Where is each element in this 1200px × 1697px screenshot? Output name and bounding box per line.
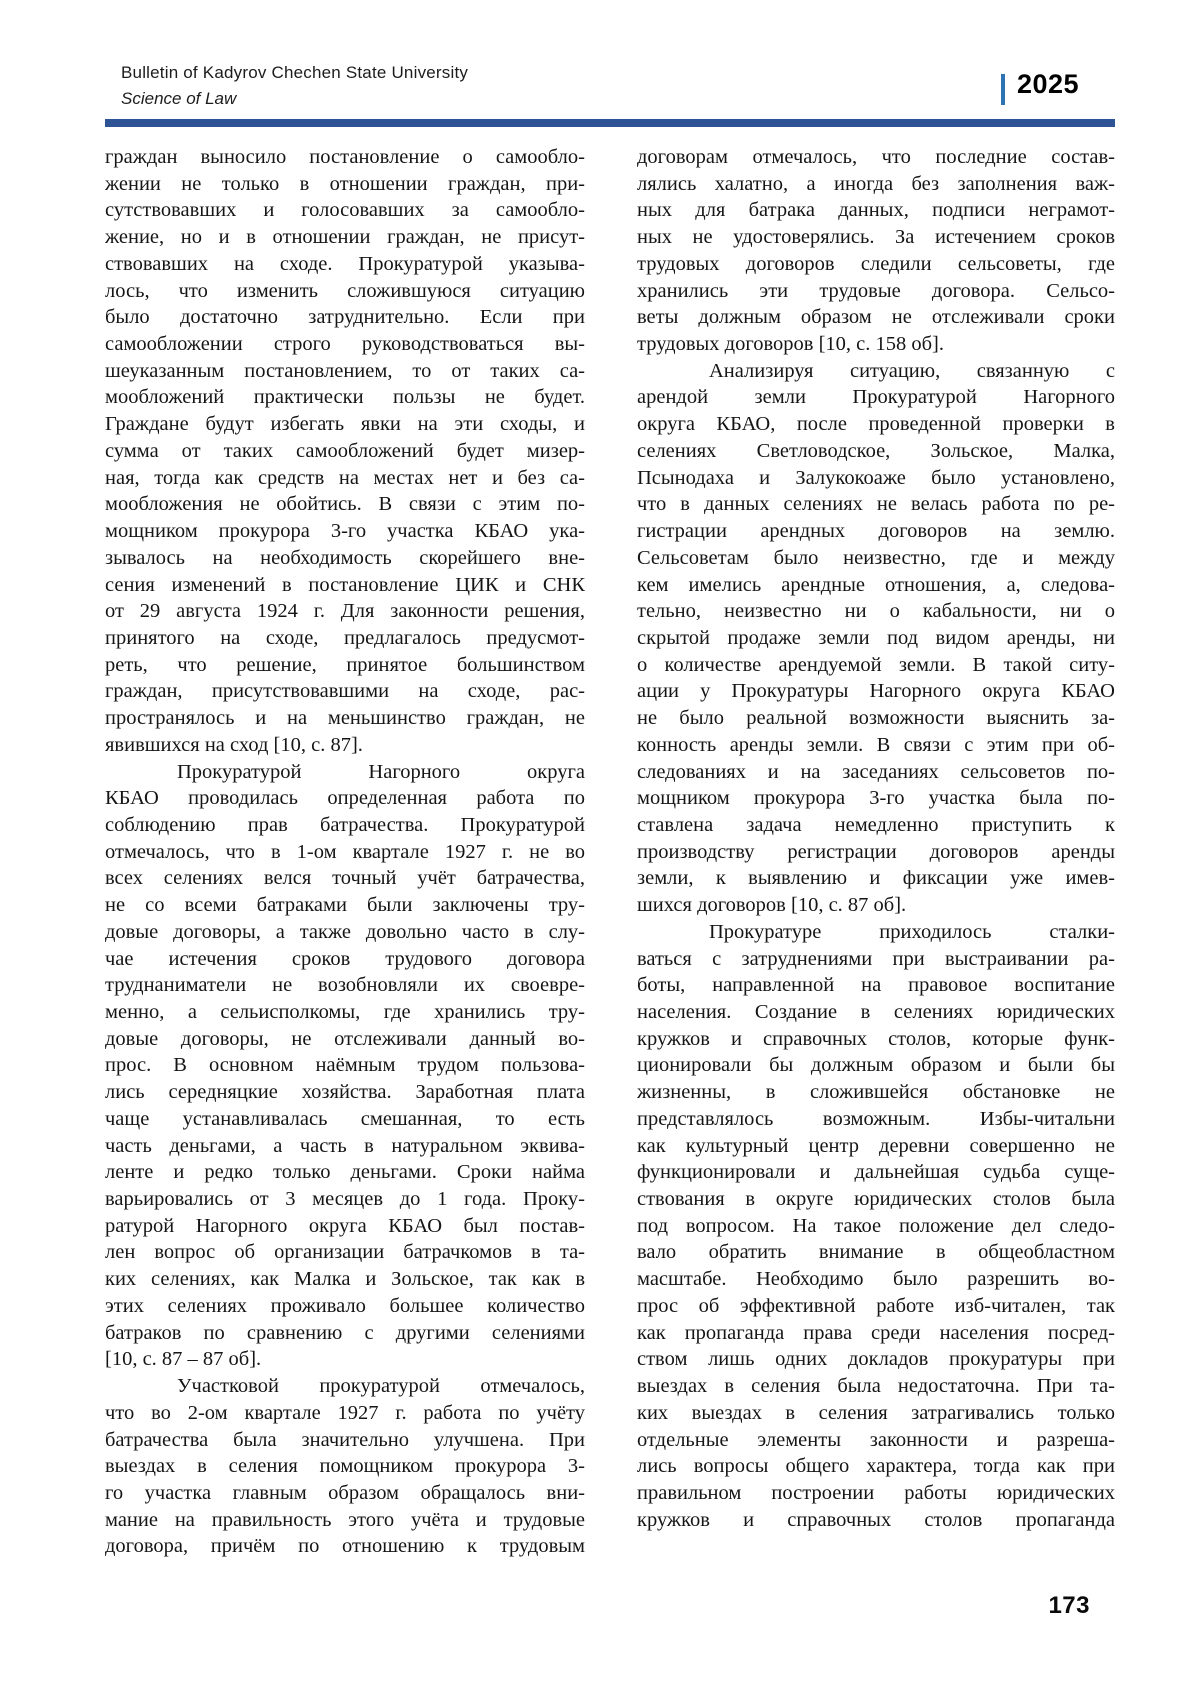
text-line: Сельсоветам было неизвестно, где и между [637,546,1115,569]
text-line: что во 2-ом квартале 1927 г. работа по учёту [105,1401,585,1424]
text-line: отдельные элементы законности и разреша- [637,1428,1115,1451]
text-line: Граждане будут избегать явки на эти сходы, и [105,413,585,436]
text-line: ваться с затруднениями при выстраивании ра- [637,947,1115,970]
text-line: ционировали бы должным образом и были бы [637,1054,1115,1077]
text-line: лись вопросы общего характера, тогда как при [637,1455,1115,1478]
text-line: мощником прокурора 3-го участка КБАО ука- [105,520,585,543]
text-line: функционировали и дальнейшая судьба суще- [637,1161,1115,1184]
text-line: правильном построении работы юридических [637,1481,1115,1504]
text-line: батраков по сравнению с другими селениями [105,1321,585,1344]
text-line: сения изменений в постановление ЦИК и СНК [105,573,585,596]
text-line: реть, что решение, принятое большинством [105,653,585,676]
text-line: отмечалось, что в 1-ом квартале 1927 г. не во [105,840,585,863]
text-line: населения. Создание в селениях юридических [637,1001,1115,1023]
text-line: производству регистрации договоров аренды [637,840,1115,863]
text-line: жении не только в отношении граждан, при- [105,172,585,195]
text-line: этих селениях проживало большее количество [105,1294,585,1317]
text-line: Участковой прокуратурой отмечалось, [177,1375,585,1398]
text-line: как культурный центр деревни совершенно не [637,1134,1115,1157]
text-line: ких селениях, как Малка и Зольское, так как в [105,1268,585,1291]
text-line: под вопросом. На такое положение дел следо- [637,1214,1115,1237]
text-line: ких выездах в селения затрагивались только [637,1401,1115,1424]
journal-title: Bulletin of Kadyrov Chechen State University [121,63,469,82]
text-line: явившихся на сход [10, с. 87]. [105,733,363,756]
text-line: арендой земли Прокуратурой Нагорного [637,386,1115,409]
page-number: 173 [1048,1592,1090,1619]
text-line: довые договоры, не отслеживали данный во- [105,1027,585,1050]
text-line: лен вопрос об организации батрачкомов в та- [105,1241,585,1264]
text-line: кружков и справочных столов пропаганда [637,1508,1115,1531]
text-line: трудовых договоров следили сельсоветы, где [637,252,1115,275]
text-line: как пропаганда права среди населения посред- [637,1321,1115,1344]
text-line: граждан, присутствовавшими на сходе, рас- [105,680,585,703]
text-line: ная, тогда как средств на местах нет и без са- [105,466,585,489]
year-divider-bar [1001,74,1005,105]
text-line: ации у Прокуратуры Нагорного округа КБАО [637,680,1115,703]
text-line: шеуказанным постановлением, то от таких са- [105,359,585,382]
text-line: КБАО проводилась определенная работа по [105,787,585,810]
text-line: представлялось возможным. Избы-читальни [637,1107,1115,1130]
text-line: ствовавших на сходе. Прокуратурой указыва- [105,252,585,275]
text-line: селениях Светловодское, Зольское, Малка, [637,439,1115,462]
text-line: мание на правильность этого учёта и трудовые [105,1508,585,1531]
text-line: от 29 августа 1924 г. Для законности решения, [105,600,585,623]
text-line: шихся договоров [10, с. 87 об]. [637,894,907,917]
column-left [105,144,585,1560]
text-line: мообложений практически пользы не будет. [105,386,585,409]
text-line: лось, что изменить сложившуюся ситуацию [105,279,585,302]
text-line: батрачества была значительно улучшена. При [105,1428,585,1451]
text-line: трудовых договоров [10, с. 158 об]. [637,333,945,356]
text-line: земли, к выявлению и фиксации уже имев- [637,867,1115,890]
text-line: соблюдению прав батрачества. Прокуратурой [105,813,585,836]
text-line: менно, а сельисполкомы, где хранились тру- [105,1001,585,1023]
text-line: конность аренды земли. В связи с этим при об- [637,733,1115,756]
text-line: го участка главным образом обращалось вни- [105,1481,585,1504]
text-line: выездах в селения была недостаточна. При та- [637,1375,1115,1398]
text-line: выездах в селения помощником прокурора 3- [105,1455,585,1478]
text-line: округа КБАО, после проведенной проверки в [637,413,1115,436]
text-line: пространялось и на меньшинство граждан, не [105,707,585,730]
text-line: Псынодаха и Залукокоаже было установлено, [637,466,1115,489]
text-line: было достаточно затруднительно. Если при [105,306,585,329]
text-line: о количестве арендуемой земли. В такой ситу- [637,653,1115,676]
text-line: ных не удостоверялись. За истечением сроков [637,226,1115,249]
text-line: труднаниматели не возобновляли их своевре- [105,974,585,997]
text-line: мообложения не обойтись. В связи с этим по- [105,493,585,516]
header-rule [105,119,1115,127]
text-line: Прокуратуре приходилось сталки- [709,920,1115,943]
text-line: часть деньгами, а часть в натуральном эквива- [105,1134,585,1157]
text-line: жизненны, в сложившейся обстановке не [637,1081,1115,1104]
text-line: ствования в округе юридических столов была [637,1188,1115,1211]
text-line: граждан выносило постановление о самообло- [105,146,585,168]
text-line: ратурой Нагорного округа КБАО был постав- [105,1214,585,1237]
text-line: тельно, неизвестно ни о кабальности, ни о [637,600,1115,623]
text-line: принятого на сходе, предлагалось предусмот- [105,626,585,649]
text-line: Анализируя ситуацию, связанную с [709,359,1115,382]
text-line: ных для батрака данных, подписи неграмот- [637,199,1115,222]
text-line: варьировались от 3 месяцев до 1 года. Проку- [105,1188,585,1211]
year-label: 2025 [1017,69,1080,99]
text-line: боты, направленной на правовое воспитание [637,974,1115,997]
text-line: чаще устанавливалась смешанная, то есть [105,1107,585,1130]
text-line: вало обратить внимание в общеобластном [637,1241,1115,1264]
text-line: зывалось на необходимость скорейшего вне- [105,546,585,569]
text-line: веты должным образом не отслеживали сроки [637,306,1115,329]
text-line: ставлена задача немедленно приступить к [637,813,1115,836]
text-line: договора, причём по отношению к трудовым [105,1535,585,1558]
text-line: скрытой продаже земли под видом аренды, ни [637,626,1115,649]
column-right [637,144,1115,1533]
text-line: довые договоры, а также довольно часто в слу- [105,920,585,943]
text-line: прос об эффективной работе изб-читален, так [637,1294,1115,1317]
text-line: жение, но и в отношении граждан, не присут- [105,226,585,249]
text-line: лись середняцкие хозяйства. Заработная плата [105,1081,585,1104]
text-line: хранились эти трудовые договора. Сельсо- [637,279,1115,302]
text-line: всех селениях велся точный учёт батрачества, [105,867,585,890]
text-line: договорам отмечалось, что последние состав- [637,146,1115,168]
text-line: Прокуратурой Нагорного округа [177,760,585,783]
text-line: не было реальной возможности выяснить за- [637,707,1115,730]
text-line: ством лишь одних докладов прокуратуры при [637,1348,1115,1371]
text-line: самообложении строго руководствоваться вы- [105,333,585,356]
text-line: гистрации арендных договоров на землю. [637,520,1115,543]
text-line: мощником прокурора 3-го участка была по- [637,787,1115,810]
text-line: ленте и редко только деньгами. Сроки найма [105,1161,585,1184]
text-line: масштабе. Необходимо было разрешить во- [637,1268,1115,1291]
journal-subtitle: Science of Law [121,89,237,108]
text-line: не со всеми батраками были заключены тру- [105,894,585,917]
text-line: чае истечения сроков трудового договора [105,947,585,970]
text-line: что в данных селениях не велась работа по ре- [637,493,1115,516]
text-line: [10, с. 87 – 87 об]. [105,1348,262,1371]
text-line: следованиях и на заседаниях сельсоветов по- [637,760,1115,783]
text-line: лялись халатно, а иногда без заполнения важ- [637,172,1115,195]
text-line: кружков и справочных столов, которые функ- [637,1027,1115,1050]
text-line: прос. В основном наёмным трудом пользова- [105,1054,585,1077]
text-line: сутствовавших и голосовавших за самообло- [105,199,585,222]
text-line: сумма от таких самообложений будет мизер- [105,439,585,462]
text-line: кем имелись арендные отношения, а, следова- [637,573,1115,596]
